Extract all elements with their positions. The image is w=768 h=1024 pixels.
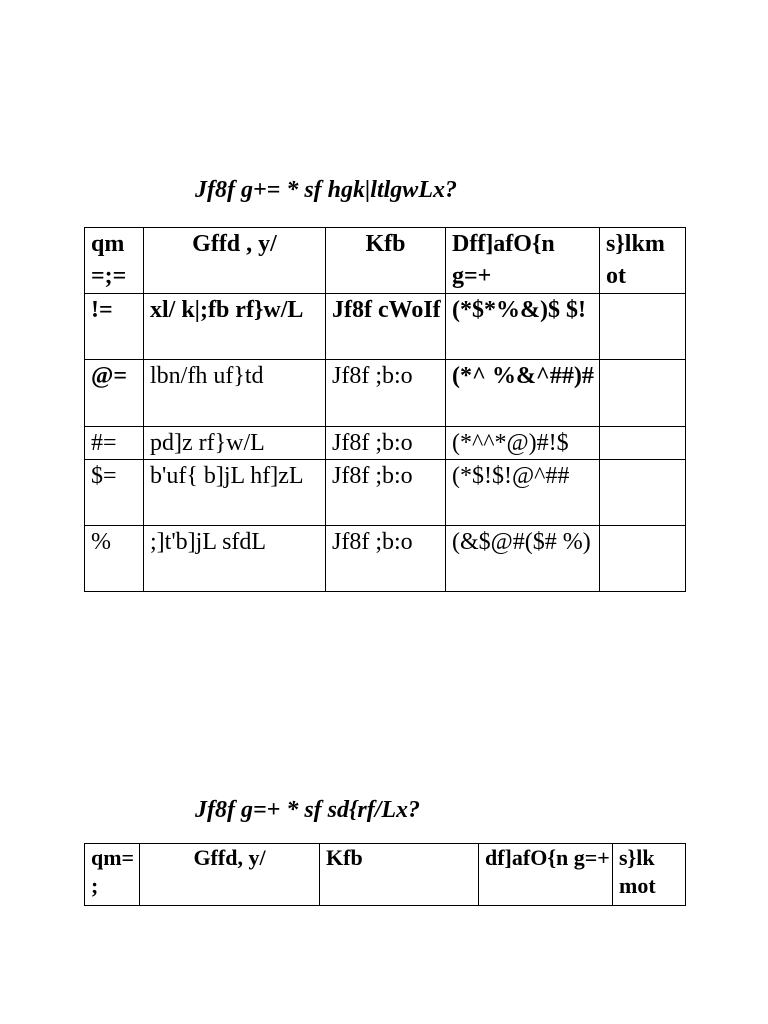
- cell-name: pd]z rf}w/L: [144, 427, 326, 460]
- officials-table: [84, 227, 686, 592]
- section2-title: Jf8f g=+ * sf sd{rf/Lx?: [195, 797, 421, 823]
- cell-serial: $=: [85, 460, 144, 526]
- cell-mobile: (*^^*@)#!$: [446, 427, 600, 460]
- cell-name: b'uf{ b]jL hf]zL: [144, 460, 326, 526]
- section1-title: Jf8f g+= * sf hgk|ltlgwLx?: [195, 177, 457, 203]
- header-remarks: s}lkm ot: [600, 228, 686, 294]
- cell-remarks: [600, 360, 686, 427]
- header-name: Gffd , y/: [144, 228, 326, 294]
- header-position: Kfb: [326, 228, 446, 294]
- cell-mobile: (*^ %&^##)#: [446, 360, 600, 427]
- cell-serial: %: [85, 526, 144, 592]
- cell-name: lbn/fh uf}td: [144, 360, 326, 427]
- cell-remarks: [600, 526, 686, 592]
- table-row: [85, 460, 686, 526]
- staff-table: [84, 843, 686, 906]
- header-mobile: df]afO{n g=+: [479, 844, 613, 906]
- cell-mobile: (&$@#($# %): [446, 526, 600, 592]
- table-header-row: [85, 228, 686, 294]
- header-serial: qm= ;: [85, 844, 140, 906]
- cell-mobile: (*$!$!@^##: [446, 460, 600, 526]
- cell-mobile: (*$*%&)$ $!: [446, 294, 600, 360]
- cell-position: Jf8f ;b:o: [326, 360, 446, 427]
- cell-remarks: [600, 427, 686, 460]
- header-position: Kfb: [320, 844, 479, 906]
- cell-serial: !=: [85, 294, 144, 360]
- header-mobile: Dff]afO{n g=+: [446, 228, 600, 294]
- table-row: [85, 360, 686, 427]
- cell-position: Jf8f ;b:o: [326, 526, 446, 592]
- table-row: [85, 427, 686, 460]
- table-row: [85, 294, 686, 360]
- table-row: [85, 526, 686, 592]
- header-remarks: s}lk mot: [613, 844, 686, 906]
- cell-name: ;]t'b]jL sfdL: [144, 526, 326, 592]
- header-name: Gffd, y/: [140, 844, 320, 906]
- table-header-row: [85, 844, 686, 906]
- header-serial: qm =;=: [85, 228, 144, 294]
- cell-remarks: [600, 294, 686, 360]
- cell-position: Jf8f ;b:o: [326, 460, 446, 526]
- cell-position: Jf8f cWoIf: [326, 294, 446, 360]
- cell-name: xl/ k|;fb rf}w/L: [144, 294, 326, 360]
- cell-remarks: [600, 460, 686, 526]
- cell-serial: #=: [85, 427, 144, 460]
- cell-serial: @=: [85, 360, 144, 427]
- cell-position: Jf8f ;b:o: [326, 427, 446, 460]
